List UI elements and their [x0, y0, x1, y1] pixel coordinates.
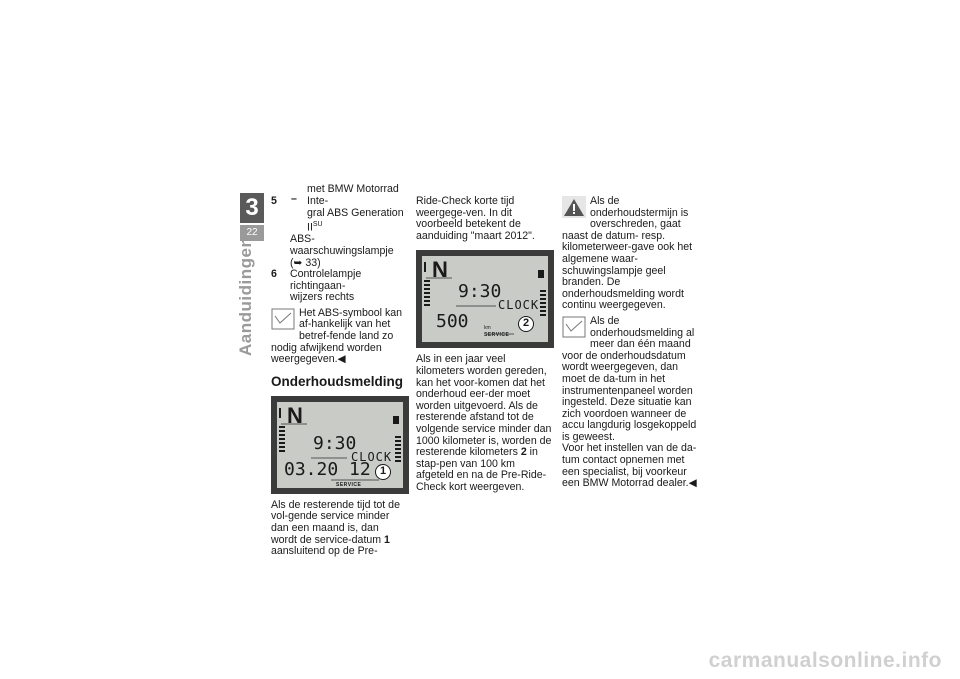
column-3	[562, 196, 700, 490]
paragraph-contact: Voor het instellen van de da-tum contact opnemen met een specialist, bij voorkeur een BMW Motorrad dealer.◀	[562, 442, 697, 490]
legend-item-5-abs: ABS-waarschuwingslampje (➥ 33)	[290, 233, 394, 269]
chapter-number-tab: 3	[240, 193, 264, 223]
time-readout: 9:30	[313, 432, 357, 454]
legend-item-5-text: met BMW Motorrad Inte- gral ABS Generation $II^{SU}$	[307, 183, 404, 234]
watermark: carmanualsonline.info	[708, 649, 942, 672]
legend-dash: –	[291, 193, 297, 205]
callout-1: 1	[375, 464, 391, 480]
clock-label: CLOCK	[351, 449, 393, 464]
gear-indicator: N	[287, 402, 303, 428]
column-1	[271, 183, 406, 558]
time-readout: 9:30	[458, 281, 502, 303]
instrument-display-km	[416, 250, 554, 348]
km-label: km	[484, 325, 491, 332]
gear-indicator: N	[432, 257, 448, 283]
warning-icon	[562, 196, 588, 220]
service-label: SERVICE	[336, 481, 362, 488]
chapter-title-vertical: Aanduidingen	[236, 236, 255, 356]
remaining-km-readout: 500	[436, 311, 469, 333]
section-heading: Onderhoudsmelding	[271, 373, 404, 389]
legend-number: 5	[271, 195, 277, 207]
warning-block: Als de onderhoudstermijn is overschreden, gaat naast de datum- resp. kilometerweer-gave ook het algemene waar-schuwingslampje geel branden. De onderhoudsmelding wordt continu weergegeven.	[562, 195, 693, 312]
callout-2: 2	[518, 316, 534, 332]
column-2	[416, 196, 554, 494]
page-number: 22	[240, 225, 264, 241]
paragraph-service-date: Als de resterende tijd tot de vol-gende service minder dan een maand is, dan wordt de service-datum 1 aansluitend op de Pre-	[271, 498, 400, 558]
note-block: Het ABS-symbool kan af-hankelijk van het betref-fende land zo nodig afwijkend worden weergegeven.◀	[271, 306, 403, 366]
service-label: SERVICE	[484, 332, 510, 339]
instrument-display-date	[271, 396, 409, 494]
clock-label: CLOCK	[498, 298, 540, 313]
paragraph-remaining-km: Als in een jaar veel kilometers worden gereden, kan het voor-komen dat het onderhoud eer-der moet worden uitgevoerd. Als de resterende afstand tot de volgende service minder dan 1000 kilometer is, worden de resterende kilometers 2 in stap-pen van 100 km afgeteld en na de Pre-Ride-Check kort weergeven.	[416, 353, 552, 493]
paragraph-example: Ride-Check korte tijd weergege-ven. In dit voorbeeld betekent de aanduiding "maart 2012".	[416, 195, 535, 242]
service-date-readout: 03.20 12	[284, 458, 371, 480]
note-icon	[271, 308, 297, 332]
note-icon	[562, 316, 588, 340]
legend-item-6: 6 Controlelampje richtingaan- wijzers rechts	[271, 268, 362, 304]
note-block: Als de onderhoudsmelding al meer dan één maand voor de onderhoudsdatum wordt weergegeven, dan moet de da-tum in het instrumentenpaneel worden ingesteld. Deze situatie kan zich voordoen wanneer de accu langdurig losgekoppeld is geweest.	[562, 314, 697, 443]
page-reference-link[interactable]: (➥ 33)	[290, 256, 321, 269]
